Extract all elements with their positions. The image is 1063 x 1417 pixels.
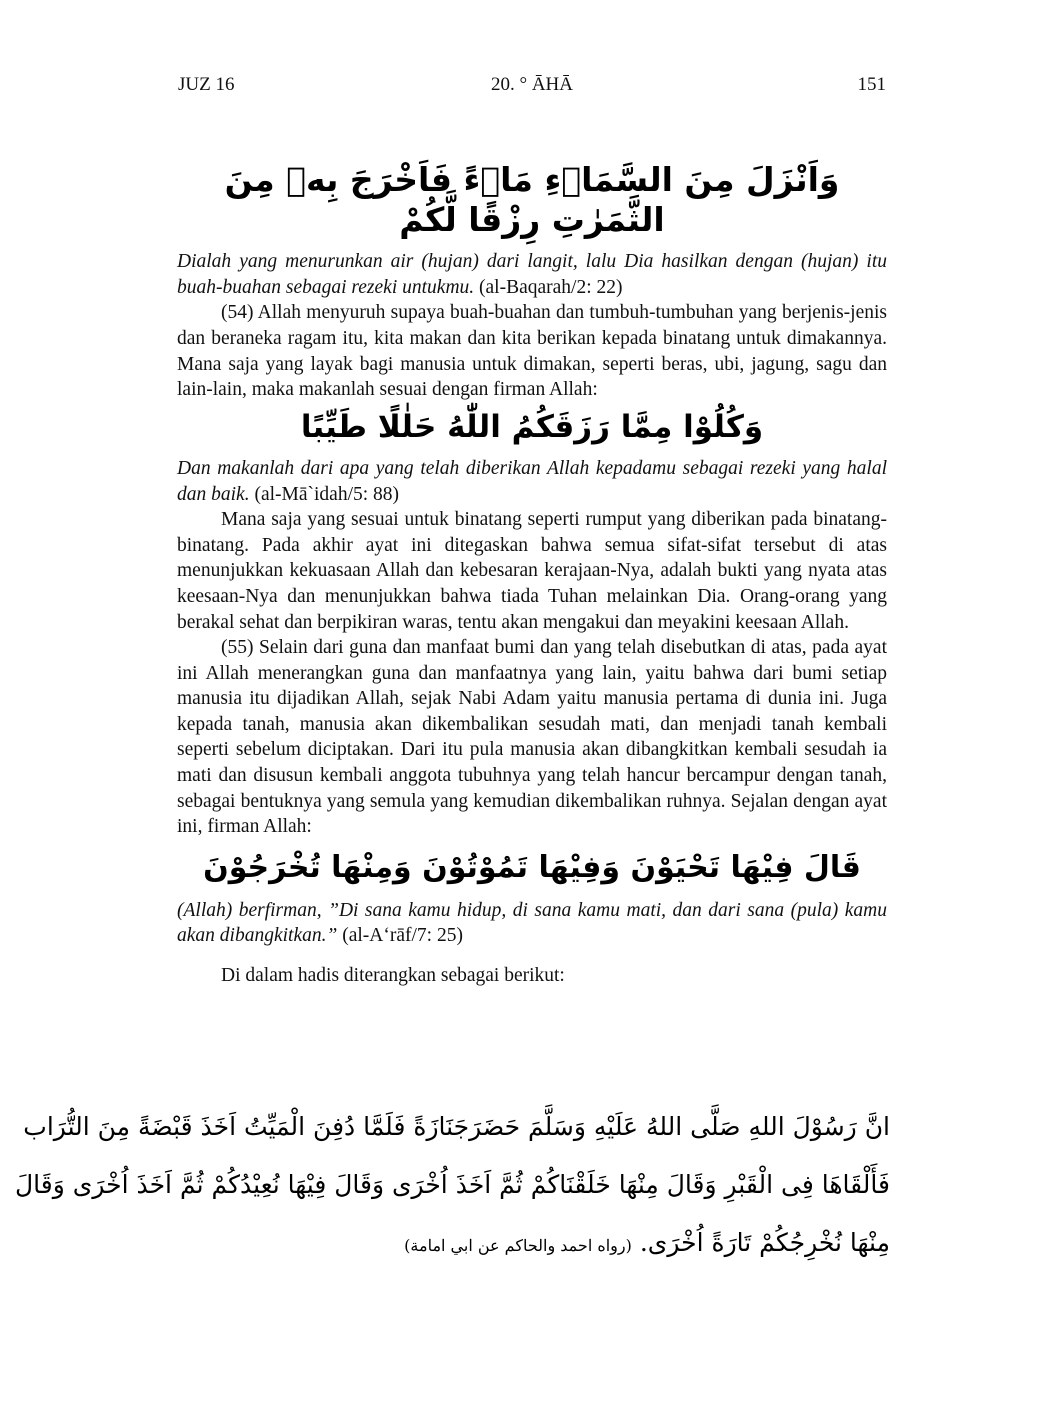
hadis-line-2: فَأَلْقَاهَا فِى الْقَبْرِ وَقَالَ مِنْهَا خَلَقْنَاكُمْ ثُمَّ اَخَذَ اُخْرَى وَقَالَ فِيْهَا نُعِيْدُكُمْ ثُمَّ اَخَذَ اُخْرَى وَقَالَ [15,1170,890,1199]
hadis-line-3 [173,1214,890,1272]
hadis-intro: Di dalam hadis diterangkan sebagai berikut: [221,965,565,987]
ayah-reference: (al-Baqarah/2: 22) [474,276,623,298]
paragraph-55: (55) Selain dari guna dan manfaat bumi dan yang telah disebutkan di atas, pada ayat ini Allah menerangkan guna dan manfaatnya yang lain, yaitu bahwa dari bumi setiap manusia itu dijadikan Allah, sejak Nabi Adam yaitu manusia pertama di dunia ini. Juga kepada tanah, manusia akan dikembalikan sesudah mati, dan menjadi tanah kembali seperti sebelum diciptakan. Dari itu pula manusia akan dibangkitkan kembali sesudah ia mati dan disusun kembali anggota tubuhnya yang telah hancur bercampur dengan tanah, sebagai bentuknya yang semula yang kemudian dikembalikan ruhnya. Sejalan dengan ayat ini, firman Allah: [177,637,887,838]
translation-text: (Allah) berfirman, ”Di sana kamu hidup, di sana kamu mati, dan dari sana (pula) kamu akan dibangkitkan.” [177,899,887,947]
ayah-reference: (al-A‘rāf/7: 25) [337,925,463,947]
page-body [177,160,887,989]
translation-text: Dialah yang menurunkan air (hujan) dari langit, lalu Dia hasilkan dengan (hujan) itu buah-buahan sebagai rezeki untukmu. [177,251,887,298]
paragraph-54: (54) Allah menyuruh supaya buah-buahan dan tumbuh-tumbuhan yang berjenis-jenis dan beraneka ragam itu, kita makan dan kita berikan kepada binatang untuk dimakannya. Mana saja yang layak bagi manusia untuk dimakan, seperti beras, ubi, jagung, sagu dan lain-lain, maka makanlah sesuai dengan firman Allah: [177,302,887,401]
ayah-translation-2 [177,456,887,507]
page-header [178,74,886,104]
translation-text: Dan makanlah dari apa yang telah diberikan Allah kepadamu sebagai rezeki yang halal dan baik. [177,457,887,505]
hadis-line-3-text: مِنْهَا نُخْرِجُكُمْ تَارَةً اُخْرَى. [639,1228,890,1257]
ayah-reference: (al-Mā`idah/5: 88) [249,483,400,505]
paragraph-mana: Mana saja yang sesuai untuk binatang seperti rumput yang diberikan pada binatang-binatang. Pada akhir ayat ini ditegaskan bahwa semua sifat-sifat tersebut di atas menunjukkan kekuasaan Allah dan kebesaran kerajaan-Nya, adalah bukti yang nyata atas keesaan-Nya dan menunjukkan bahwa tiada Tuhan melainkan Dia. Orang-orang yang berakal sehat dan berpikiran waras, tentu akan mengakui dan meyakini keesaan Allah. [177,509,887,633]
ayah-arabic-3: قَالَ فِيْهَا تَحْيَوْنَ وَفِيْهَا تَمُوْتُوْنَ وَمِنْهَا تُخْرَجُوْنَ [203,849,861,885]
surah-title: 20. ° ĀHĀ [490,74,573,95]
hadis-line-1: انَّ رَسُوْلَ اللهِ صَلَّى اللهُ عَلَيْهِ وَسَلَّمَ حَضَرَجَنَازَةً فَلَمَّا دُفِنَ الْمَيِّتُ اَخَذَ قَبْضَةً مِنَ التُّرَاب [23,1112,890,1141]
ayah-arabic-1: وَاَنْزَلَ مِنَ السَّمَاۤءِ مَاۤءً فَاَخْرَجَ بِهٖ مِنَ الثَّمَرٰتِ رِزْقًا لَّكُمْ [224,160,840,239]
ayah-translation-3 [177,898,887,949]
page-number: 151 [857,74,886,95]
hadis-arabic [15,1098,890,1272]
spacer [177,949,887,963]
hadis-source: (رواه احمد والحاكم عن ابي امامة) [404,1236,632,1255]
ayah-arabic-2: وَكُلُوْا مِمَّا رَزَقَكُمُ اللّٰهُ حَلٰلًا طَيِّبًا [300,408,764,445]
juz-label: JUZ 16 [178,74,235,95]
ayah-translation-1 [177,249,887,300]
